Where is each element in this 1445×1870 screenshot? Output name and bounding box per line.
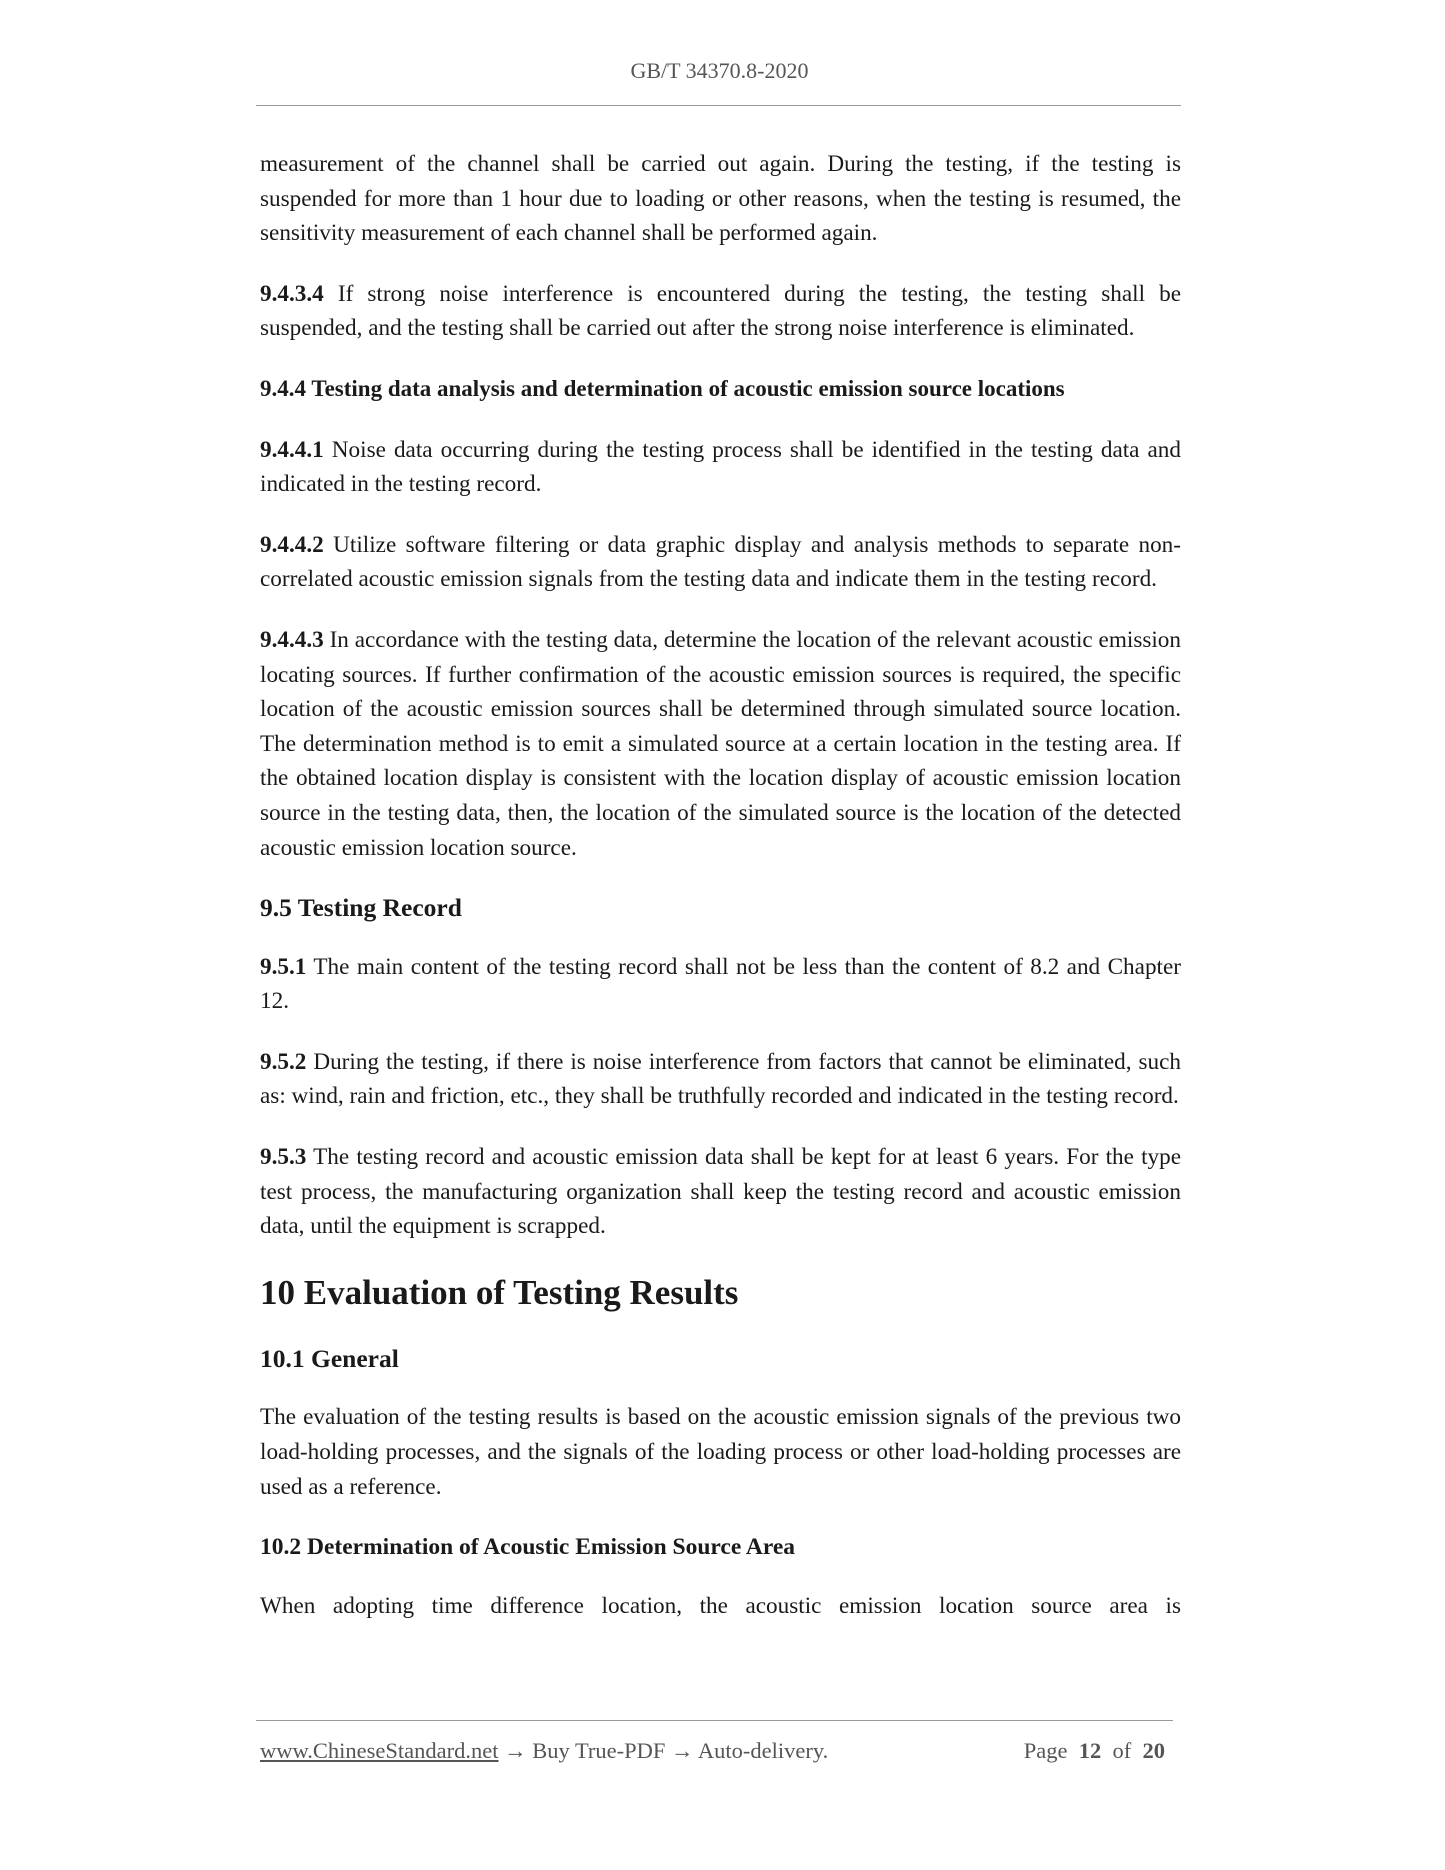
paragraph-text: measurement of the channel shall be carried out again. During the testing, if the testing is suspended for more than 1 hour due to loading or other reasons, when the testing is resumed, the sensitivity measurement of each channel shall be performed again.	[260, 151, 1181, 247]
total-pages: 20	[1142, 1738, 1165, 1763]
clause-text: During the testing, if there is noise interference from factors that cannot be eliminated, such as: wind, rain and friction, etc., they shall be truthfully recorded and indicated in the testing record.	[260, 1048, 1181, 1110]
paragraph-continued	[260, 147, 1181, 251]
footer-promo	[260, 1738, 828, 1764]
clause-9-4-3-4	[260, 277, 1181, 346]
clause-9-5-2	[260, 1045, 1181, 1114]
clause-number: 9.4.3.4	[260, 280, 324, 307]
header-divider	[256, 105, 1181, 106]
clause-number: 9.5.1	[260, 953, 307, 980]
paragraph-10-2	[260, 1589, 1181, 1624]
heading-10-1: 10.1 General	[260, 1343, 399, 1373]
clause-text: If strong noise interference is encountered during the testing, the testing shall be suspended, and the testing shall be carried out after the strong noise interference is eliminated.	[260, 280, 1181, 342]
paragraph-text: When adopting time difference location, the acoustic emission location source area is	[260, 1592, 1181, 1619]
clause-number: 9.4.4.2	[260, 531, 324, 558]
document-body	[260, 147, 1181, 1623]
heading-9-5: 9.5 Testing Record	[260, 893, 462, 923]
clause-number: 9.5.2	[260, 1048, 307, 1075]
chapter-heading-10: 10 Evaluation of Testing Results	[260, 1272, 739, 1312]
clause-text: Utilize software filtering or data graphic display and analysis methods to separate non-correlated acoustic emission signals from the testing data and indicate them in the testing record.	[260, 531, 1181, 593]
clause-9-4-4-3	[260, 623, 1181, 865]
footer-divider	[256, 1720, 1173, 1721]
clause-text: In accordance with the testing data, determine the location of the relevant acoustic emission locating sources. If further confirmation of the acoustic emission sources is required, the specific location of the acoustic emission sources shall be determined through simulated source location. The determination method is to emit a simulated source at a certain location in the testing area. If the obtained location display is consistent with the location display of acoustic emission location source in the testing data, then, the location of the simulated source is the location of the detected acoustic emission location source.	[260, 626, 1181, 861]
clause-number: 9.4.4.3	[260, 626, 324, 653]
clause-9-5-3	[260, 1140, 1181, 1244]
clause-9-4-4-2	[260, 528, 1181, 597]
page-label: Page	[1023, 1738, 1068, 1763]
clause-text: The main content of the testing record shall not be less than the content of 8.2 and Chapter 12.	[260, 953, 1181, 1015]
page-indicator	[1024, 1738, 1165, 1764]
website-link[interactable]: www.ChineseStandard.net	[260, 1738, 499, 1763]
clause-text: Noise data occurring during the testing process shall be identified in the testing data and indicated in the testing record.	[260, 436, 1181, 498]
paragraph-10-1	[260, 1400, 1181, 1504]
clause-9-4-4-1	[260, 433, 1181, 502]
page-header: GB/T 34370.8-2020	[630, 58, 809, 83]
heading-10-2: 10.2 Determination of Acoustic Emission Source Area	[260, 1534, 796, 1561]
clause-number: 9.4.4.1	[260, 436, 324, 463]
footer-promo-text: → Buy True-PDF → Auto-delivery.	[498, 1738, 829, 1763]
heading-9-4-4: 9.4.4 Testing data analysis and determination of acoustic emission source locations	[260, 375, 1065, 401]
clause-text: The testing record and acoustic emission data shall be kept for at least 6 years. For the type test process, the manufacturing organization shall keep the testing record and acoustic emission data, until the equipment is scrapped.	[260, 1144, 1181, 1240]
clause-number: 9.5.3	[260, 1144, 307, 1171]
of-label: of	[1112, 1738, 1132, 1763]
clause-9-5-1	[260, 950, 1181, 1019]
paragraph-text: The evaluation of the testing results is based on the acoustic emission signals of the previous two load-holding processes, and the signals of the loading process or other load-holding processes are used as a reference.	[260, 1404, 1181, 1500]
page-number: 12	[1078, 1738, 1102, 1763]
